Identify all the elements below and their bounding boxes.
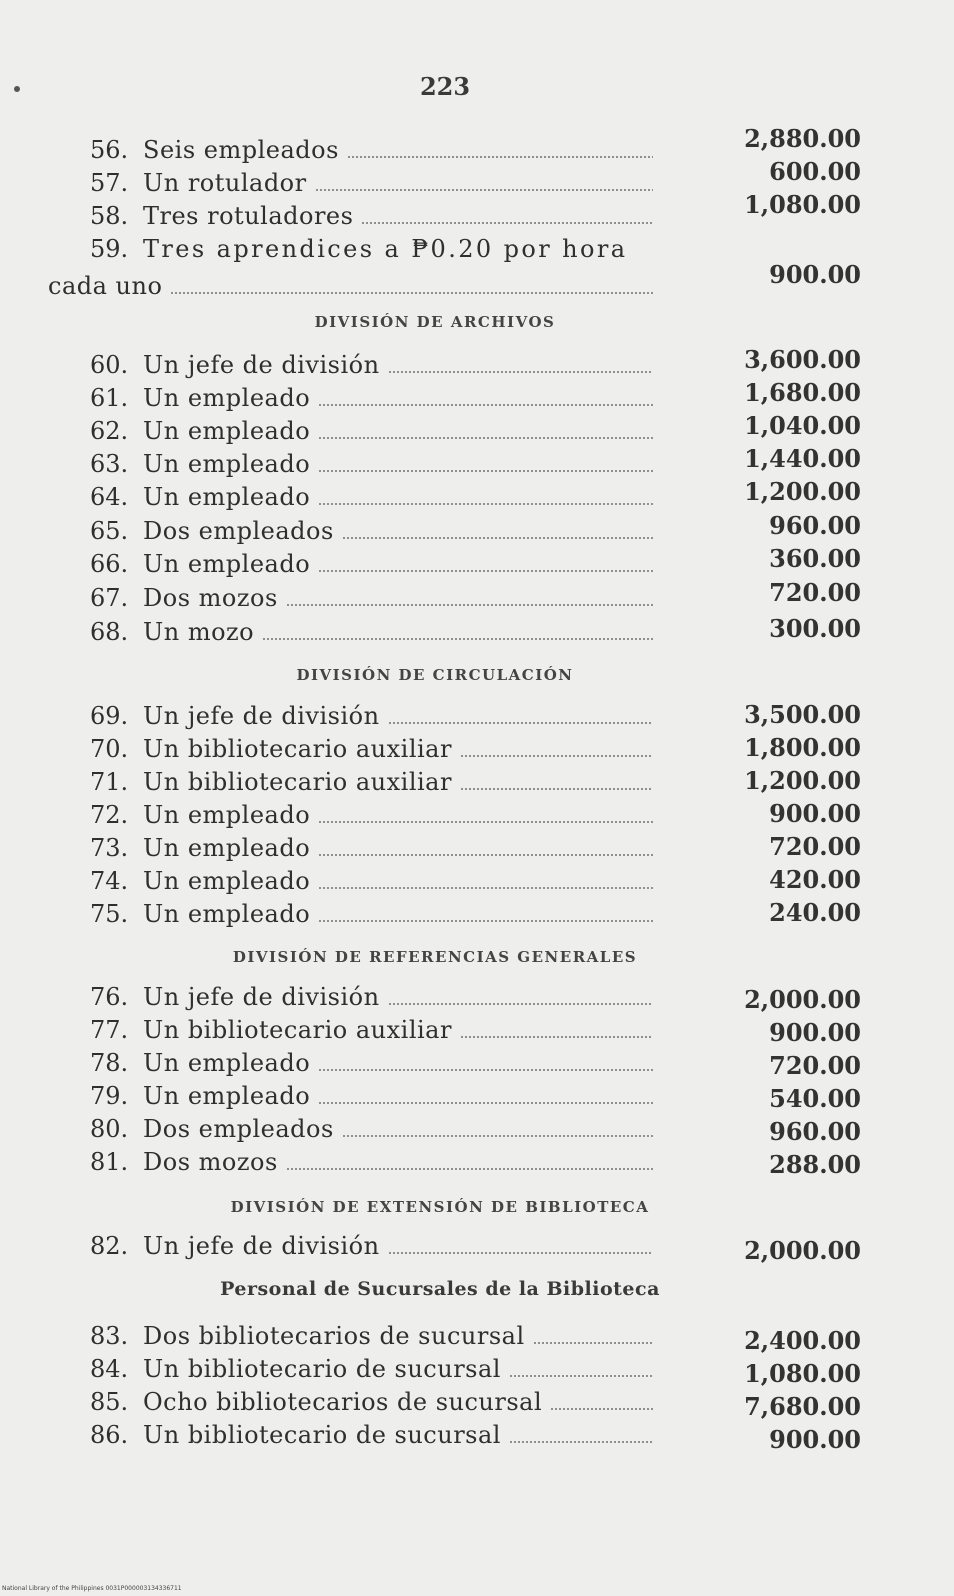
item-amount: 1,800.00 xyxy=(744,733,861,762)
item-number: 70. xyxy=(90,735,129,763)
item-description: Un bibliotecario de sucursal xyxy=(143,1355,501,1383)
item-amount: 420.00 xyxy=(769,865,861,894)
item-amount: 900.00 xyxy=(769,1018,861,1047)
item-description: Dos mozos xyxy=(143,584,278,612)
item-number: 64. xyxy=(90,483,129,511)
item-amount: 1,040.00 xyxy=(744,411,861,440)
item-amount: 540.00 xyxy=(769,1084,861,1113)
list-item-continuation xyxy=(0,260,954,303)
item-number: 56. xyxy=(90,136,129,164)
item-amount: 3,500.00 xyxy=(744,700,861,729)
item-description: Un rotulador xyxy=(143,169,307,197)
item-description: Un empleado xyxy=(143,483,311,511)
leader-dots xyxy=(388,722,653,724)
item-number: 78. xyxy=(90,1049,129,1077)
item-description: cada uno xyxy=(48,272,163,300)
item-number: 68. xyxy=(90,618,129,646)
list-item xyxy=(0,190,954,233)
item-amount: 2,400.00 xyxy=(744,1326,861,1355)
item-amount: 900.00 xyxy=(769,799,861,828)
list-item xyxy=(0,1419,954,1452)
leader-dots xyxy=(388,371,653,373)
leader-dots xyxy=(318,887,653,889)
item-amount: 900.00 xyxy=(769,1425,861,1454)
item-number: 57. xyxy=(90,169,129,197)
item-description: Un bibliotecario de sucursal xyxy=(143,1421,501,1449)
list-item xyxy=(0,1146,954,1179)
item-description: Dos mozos xyxy=(143,1148,278,1176)
item-amount: 360.00 xyxy=(769,544,861,573)
leader-dots xyxy=(318,470,653,472)
item-description: Un empleado xyxy=(143,550,311,578)
list-item xyxy=(0,898,954,931)
item-number: 65. xyxy=(90,517,129,545)
leader-dots xyxy=(318,404,653,406)
section-heading: DIVISIÓN DE EXTENSIÓN DE BIBLIOTECA xyxy=(230,1198,650,1216)
item-amount: 2,880.00 xyxy=(744,124,861,153)
leader-dots xyxy=(509,1441,653,1443)
item-description: Un empleado xyxy=(143,417,311,445)
item-description: Un empleado xyxy=(143,867,311,895)
leader-dots xyxy=(347,156,653,158)
item-number: 77. xyxy=(90,1016,129,1044)
section-heading: DIVISIÓN DE CIRCULACIÓN xyxy=(296,666,574,684)
item-number: 76. xyxy=(90,983,129,1011)
list-item xyxy=(0,1113,954,1146)
item-number: 86. xyxy=(90,1421,129,1449)
item-description: Un jefe de división xyxy=(143,702,380,730)
item-amount: 720.00 xyxy=(769,832,861,861)
item-number: 61. xyxy=(90,384,129,412)
list-item xyxy=(0,1386,954,1419)
item-number: 85. xyxy=(90,1388,129,1416)
item-description: Un jefe de división xyxy=(143,1232,380,1260)
leader-dots xyxy=(286,604,653,606)
item-description: Un bibliotecario auxiliar xyxy=(143,1016,452,1044)
leader-dots xyxy=(262,638,653,640)
item-number: 79. xyxy=(90,1082,129,1110)
leader-dots xyxy=(318,570,653,572)
leader-dots xyxy=(318,821,653,823)
leader-dots xyxy=(286,1168,653,1170)
item-description: Un empleado xyxy=(143,900,311,928)
leader-dots xyxy=(318,503,653,505)
item-number: 72. xyxy=(90,801,129,829)
list-item xyxy=(0,700,954,733)
item-description: Ocho bibliotecarios de sucursal xyxy=(143,1388,543,1416)
leader-dots xyxy=(550,1408,653,1410)
item-number: 74. xyxy=(90,867,129,895)
item-amount: 900.00 xyxy=(769,260,861,289)
section-heading: Personal de Sucursales de la Biblioteca xyxy=(220,1278,660,1300)
item-amount: 2,000.00 xyxy=(744,985,861,1014)
item-amount: 1,200.00 xyxy=(744,477,861,506)
section-heading: DIVISIÓN DE REFERENCIAS GENERALES xyxy=(232,948,638,966)
leader-dots xyxy=(318,1102,653,1104)
item-description: Un bibliotecario auxiliar xyxy=(143,768,452,796)
item-description: Un jefe de división xyxy=(143,351,380,379)
list-item xyxy=(0,1014,954,1047)
item-number: 69. xyxy=(90,702,129,730)
leader-dots xyxy=(318,437,653,439)
item-number: 60. xyxy=(90,351,129,379)
item-amount: 2,000.00 xyxy=(744,1236,861,1265)
list-item xyxy=(0,1230,954,1263)
item-amount: 288.00 xyxy=(769,1150,861,1179)
item-description: Un empleado xyxy=(143,450,311,478)
list-item xyxy=(0,1320,954,1353)
item-description: Un empleado xyxy=(143,1082,311,1110)
leader-dots xyxy=(460,788,653,790)
item-description: Un jefe de división xyxy=(143,983,380,1011)
item-description: Dos empleados xyxy=(143,517,334,545)
item-number: 59. xyxy=(90,235,129,263)
leader-dots xyxy=(315,189,653,191)
item-amount: 960.00 xyxy=(769,511,861,540)
leader-dots xyxy=(460,1036,653,1038)
leader-dots xyxy=(509,1375,653,1377)
list-item xyxy=(0,733,954,766)
item-amount: 1,440.00 xyxy=(744,444,861,473)
leader-dots xyxy=(460,755,653,757)
list-item xyxy=(0,578,954,615)
item-amount: 720.00 xyxy=(769,578,861,607)
item-description: Un empleado xyxy=(143,834,311,862)
list-item xyxy=(0,981,954,1014)
item-number: 82. xyxy=(90,1232,129,1260)
list-item xyxy=(0,1353,954,1386)
item-description: Un mozo xyxy=(143,618,255,646)
list-item xyxy=(0,766,954,799)
leader-dots xyxy=(342,537,653,539)
leader-dots xyxy=(318,920,653,922)
list-item xyxy=(0,1047,954,1080)
item-number: 67. xyxy=(90,584,129,612)
item-amount: 300.00 xyxy=(769,614,861,643)
item-amount: 1,080.00 xyxy=(744,1359,861,1388)
list-item xyxy=(0,616,954,649)
item-amount: 1,080.00 xyxy=(744,190,861,219)
item-description: Un empleado xyxy=(143,801,311,829)
leader-dots xyxy=(361,222,653,224)
list-item xyxy=(0,832,954,865)
item-description: Un empleado xyxy=(143,384,311,412)
item-description: Un bibliotecario auxiliar xyxy=(143,735,452,763)
list-item xyxy=(0,799,954,832)
item-number: 73. xyxy=(90,834,129,862)
leader-dots xyxy=(342,1135,653,1137)
item-amount: 600.00 xyxy=(769,157,861,186)
item-number: 58. xyxy=(90,202,129,230)
page-number: 223 xyxy=(419,72,471,101)
leader-dots xyxy=(533,1342,653,1344)
leader-dots xyxy=(388,1252,653,1254)
item-amount: 1,200.00 xyxy=(744,766,861,795)
item-description: Dos bibliotecarios de sucursal xyxy=(143,1322,525,1350)
item-amount: 240.00 xyxy=(769,898,861,927)
item-number: 81. xyxy=(90,1148,129,1176)
item-number: 84. xyxy=(90,1355,129,1383)
item-description: Tres rotuladores xyxy=(143,202,354,230)
section-heading: DIVISIÓN DE ARCHIVOS xyxy=(314,313,556,331)
item-number: 80. xyxy=(90,1115,129,1143)
item-amount: 7,680.00 xyxy=(744,1392,861,1421)
item-number: 66. xyxy=(90,550,129,578)
item-number: 63. xyxy=(90,450,129,478)
item-description: Tres aprendices a ₱0.20 por hora xyxy=(143,235,628,263)
item-number: 83. xyxy=(90,1322,129,1350)
list-item xyxy=(0,865,954,898)
item-number: 75. xyxy=(90,900,129,928)
item-amount: 960.00 xyxy=(769,1117,861,1146)
item-number: 71. xyxy=(90,768,129,796)
leader-dots xyxy=(318,1069,653,1071)
item-number: 62. xyxy=(90,417,129,445)
item-description: Dos empleados xyxy=(143,1115,334,1143)
item-amount: 1,680.00 xyxy=(744,378,861,407)
item-description: Un empleado xyxy=(143,1049,311,1077)
item-amount: 3,600.00 xyxy=(744,345,861,374)
item-description: Seis empleados xyxy=(143,136,339,164)
scan-footer: National Library of the Philippines 0031P000003134336711 xyxy=(2,1585,182,1592)
leader-dots xyxy=(170,292,653,294)
leader-dots xyxy=(318,854,653,856)
list-item xyxy=(0,1080,954,1113)
leader-dots xyxy=(388,1003,653,1005)
item-amount: 720.00 xyxy=(769,1051,861,1080)
